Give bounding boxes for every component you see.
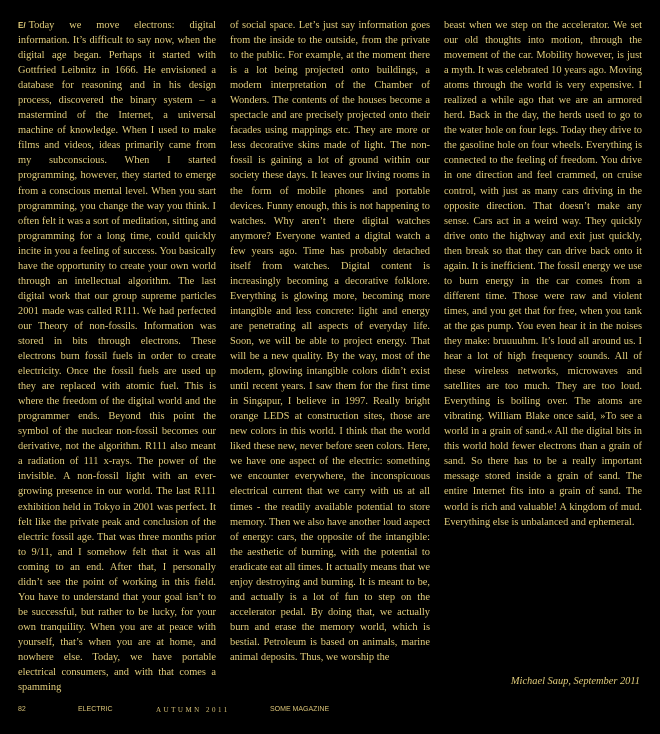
magazine-name: SOME MAGAZINE: [270, 706, 330, 713]
column-1-text: Today we move electrons: digital information. It’s difficult to say now, when the digital age began. Perhaps it started with Gottfried Leibnitz in 1666. He envisioned a database for reasoning and in his design process, discovered the binary system – a mastermind of the Internet, a universal machine of knowledge. When I used to make films and videos, ideas primarily came from my subconscious. When I started programming, however, they started to emerge from a conscious mental level. When you start programming, you change the way you think. I often felt it was a sort of meditation, sitting and programming for a long time, could quickly incite in you a feeling of success. You basically have the opportunity to create your own world through an intellectual algorithm. The last digital work that our group supreme particles 2001 made was called R111. We had perfected our Theory of non-fossils. Information was stored in bits through electrons. These electrons burn fossil fuels in order to create electricity. Once the fossil fuels are used up they are replaced with atomic fuel. This is where the freedom of the digital world and the programmer ends. Beyond this point the symbol of the nuclear non-fossil becomes our derivative, not the algorithm. R111 also meant a radiation of 111 x-rays. The power of the invisible. A non-fossil light with an ever-growing presence in our world. The last R111 exhibition held in Tokyo in 2001 was perfect. It felt like the private peak and conclusion of the electric fossil age. That was three months prior to 9/11, and I somehow felt that it was all coming to an end. After that, I personally didn’t see the point of working in this field. You have to understand that your goal isn’t to be successful, but rather to be lucky, for your own tranquility. When you are at peace with yourself, that’s when you are at home, and nowhere else. Today, we have portable electrical consumers, and with that comes a spamming: [18, 20, 216, 694]
text-column-3: [444, 18, 642, 530]
text-column-1: [18, 18, 216, 695]
page-footer: [0, 706, 660, 720]
text-column-2: [230, 18, 430, 665]
column-3-text: beast when we step on the accelerator. We set our old thoughts into motion, through the movement of the car. Mobility however, is just a myth. It was celebrated 10 years ago. Moving atoms through the world is very expensive. I realized a while ago that we are an armored herd. Back in the day, the herds used to go to the water hole on four legs. Today they drive to the gasoline hole on four wheels. Everything is connected to the feeling of freedom. You drive in one direction and feel crammed, on cruise control, with just as many cars driving in the opposite direction. That doesn’t make any sense. Cars act in a weird way. They quickly drive onto the highway and exit just quickly, then break so that they can drive back onto it again. It is inefficient. The fossil energy we use to burn energy in the car comes from a different time. Those were raw and violent times, and you get that for free, when you tank at the gas pump. You even hear it in the noises they make: bruuuuhm. It’s loud all around us. I hear a lot of high frequency sounds. All of these wireless networks, microwaves and satellites are too much. They are too loud. Everything is boiling over. The atoms are vibrating. William Blake once said, »To see a world in a grain of sand.« All the digital bits in this world hold fewer electrons than a grain of sand. So there has to be a really important message stored inside a grain of sand. The entire Internet fits into a grain of sand. The world is rich and valuable! A kingdom of mud. Everything else is unbalanced and ephemeral.: [444, 20, 642, 528]
section-name: ELECTRIC: [78, 706, 113, 713]
column-1-paragraph: [18, 18, 216, 695]
page-number: 82: [18, 706, 26, 713]
section-tag: E/: [18, 21, 26, 30]
column-2-text: of social space. Let’s just say information goes from the inside to the outside, from the private to the public. For example, at the moment there is a lot being projected onto buildings, a modern interpretation of the Chamber of Wonders. The contents of the houses become a spectacle and are precisely projected onto their facades using mappings etc. They are more or less decorative skins made of light. The non-fossil is gaining a lot of ground within our society these days. It leaves our living rooms in the form of mobile phones and portable devices. Funny enough, this is not happening to watches. Why aren’t there digital watches anymore? Everyone wanted a digital watch a few years ago. Time has probably detached itself from watches. Digital content is increasingly becoming a decorative folklore. Everything is glowing more, becoming more intangible and less concrete: light and energy are penetrating all aspects of everyday life. Soon, we will be able to project energy. That will be a new quality. By the way, most of the modern, glowing intangible colors didn’t exist until recent years. I saw them for the first time in Singapur, I believe in 1997. Really bright orange LEDS at construction sites, those are new colors in this world. I think that the world liked these new, never before seen colors. Here, we have one aspect of the electric: something we encounter everywhere, the inconspicuous electrical current that we carry with us at all times - the readily available potential to store memory. Then we also have another loud aspect of energy: cars, the opposite of the intangible: the aesthetic of burning, with the potential to eradicate eat all times. It actually means that we enjoy destroying and burning. It is meant to be, and actually is a lot of fun to step on the accelerator pedal. By doing that, we actually burn and erase the memory world, which is bestial. Petroleum is based on animals, marine animal deposits. Thus, we worship the: [230, 20, 430, 663]
issue-season: AUTUMN 2011: [156, 706, 230, 714]
author-signature: Michael Saup, September 2011: [510, 676, 640, 687]
